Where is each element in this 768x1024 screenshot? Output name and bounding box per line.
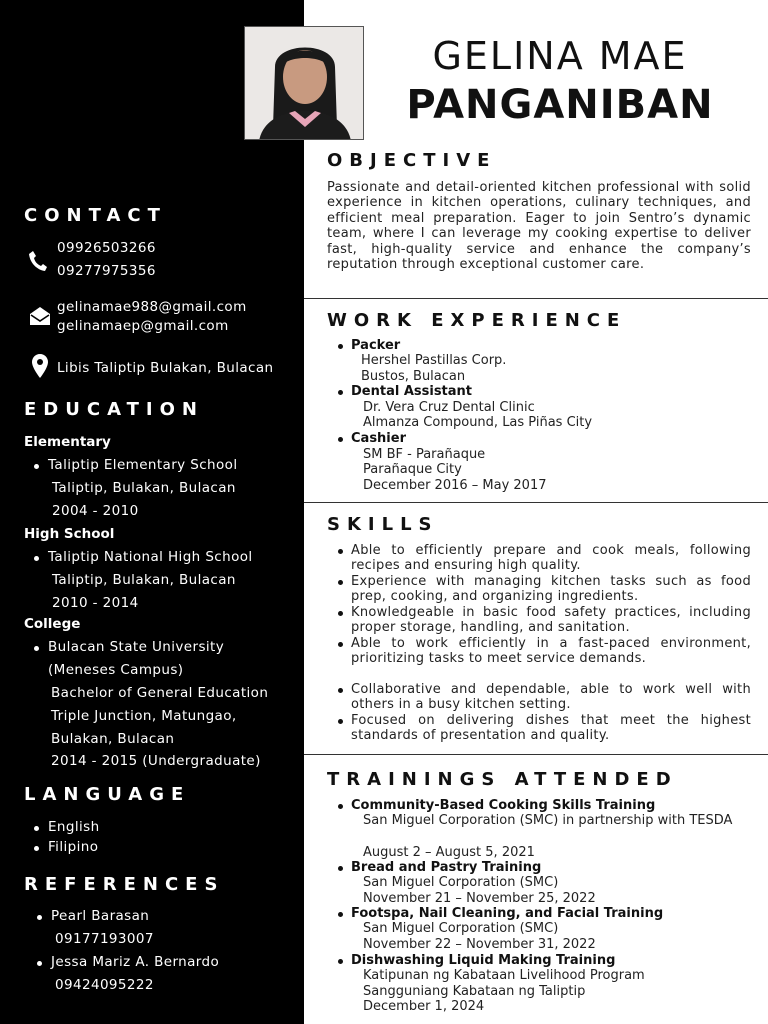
high-school-label: High School xyxy=(24,526,115,542)
bullet xyxy=(338,688,343,693)
email-1: gelinamae988@gmail.com xyxy=(57,299,247,315)
college-years: 2014 - 2015 (Undergraduate) xyxy=(51,753,261,769)
bullet xyxy=(338,959,343,964)
reference-2-phone: 09424095222 xyxy=(55,977,154,993)
training-date: August 2 – August 5, 2021 xyxy=(363,845,535,860)
objective-text: Passionate and detail-oriented kitchen professional with solid experience in kitchen operations, culinary techniques, and efficient meal preparation. Eager to join Sentro’s dynamic team, where I can leverage my cooking expertise to deliver fast, high-quality service and enhance the company’s reputation through exceptional customer care. xyxy=(327,180,751,273)
email-2: gelinamaep@gmail.com xyxy=(57,318,229,334)
reference-2-name: Jessa Mariz A. Bernardo xyxy=(51,954,220,970)
job-role: Cashier xyxy=(351,431,406,446)
references-heading: REFERENCES xyxy=(24,874,225,895)
training-date: November 21 – November 25, 2022 xyxy=(363,891,596,906)
first-name: GELINA MAE xyxy=(432,34,688,78)
elementary-school: Taliptip Elementary School xyxy=(48,457,238,473)
skill-item: Collaborative and dependable, able to work well with others in a busy kitchen setting. xyxy=(351,682,751,713)
training-name: Footspa, Nail Cleaning, and Facial Training xyxy=(351,906,664,921)
bullet xyxy=(34,826,39,831)
training-org: San Miguel Corporation (SMC) in partnership with TESDA xyxy=(363,813,733,828)
mail-icon xyxy=(29,306,51,330)
work-experience-heading: WORK EXPERIENCE xyxy=(327,310,627,331)
college-place-2: Bulakan, Bulacan xyxy=(51,731,175,747)
high-school-years: 2010 - 2014 xyxy=(52,595,139,611)
college-label: College xyxy=(24,616,81,632)
college-school: Bulacan State University xyxy=(48,639,225,655)
bullet xyxy=(37,915,42,920)
bullet xyxy=(34,646,39,651)
trainings-heading: TRAININGS ATTENDED xyxy=(327,769,678,790)
training-name: Dishwashing Liquid Making Training xyxy=(351,953,616,968)
phone-1: 09926503266 xyxy=(57,240,156,256)
phone-icon xyxy=(28,250,48,276)
bullet xyxy=(338,912,343,917)
bullet xyxy=(338,611,343,616)
training-name: Bread and Pastry Training xyxy=(351,860,542,875)
training-org: San Miguel Corporation (SMC) xyxy=(363,875,559,890)
bullet xyxy=(338,390,343,395)
location-pin-icon xyxy=(31,353,49,383)
education-heading: EDUCATION xyxy=(24,399,204,420)
language-item: Filipino xyxy=(48,839,99,855)
contact-heading: CONTACT xyxy=(24,205,167,226)
divider xyxy=(304,298,768,299)
bullet xyxy=(338,549,343,554)
job-location: Bustos, Bulacan xyxy=(361,369,466,384)
job-company: SM BF - Parañaque xyxy=(363,447,486,462)
bullet xyxy=(338,642,343,647)
bullet xyxy=(338,437,343,442)
job-dates: December 2016 – May 2017 xyxy=(363,478,547,493)
job-company: Dr. Vera Cruz Dental Clinic xyxy=(363,400,535,415)
profile-photo xyxy=(244,26,364,140)
high-school-place: Taliptip, Bulakan, Bulacan xyxy=(52,572,236,588)
language-heading: LANGUAGE xyxy=(24,784,191,805)
training-org: Katipunan ng Kabataan Livelihood Program xyxy=(363,968,645,983)
training-date: December 1, 2024 xyxy=(363,999,485,1014)
language-item: English xyxy=(48,819,100,835)
phone-2: 09277975356 xyxy=(57,263,156,279)
bullet xyxy=(338,719,343,724)
objective-heading: OBJECTIVE xyxy=(327,150,497,171)
reference-1-name: Pearl Barasan xyxy=(51,908,150,924)
elementary-years: 2004 - 2010 xyxy=(52,503,139,519)
training-org-2: Sangguniang Kabataan ng Taliptip xyxy=(363,984,586,999)
address: Libis Taliptip Bulakan, Bulacan xyxy=(57,360,274,376)
bullet xyxy=(34,556,39,561)
bullet xyxy=(338,344,343,349)
job-location: Parañaque City xyxy=(363,462,462,477)
bullet xyxy=(34,846,39,851)
elementary-label: Elementary xyxy=(24,434,111,450)
sidebar xyxy=(0,0,304,1024)
bullet xyxy=(34,464,39,469)
last-name: PANGANIBAN xyxy=(406,82,714,128)
divider xyxy=(304,754,768,755)
bullet xyxy=(338,866,343,871)
college-place-1: Triple Junction, Matungao, xyxy=(51,708,237,724)
training-org: San Miguel Corporation (SMC) xyxy=(363,921,559,936)
job-role: Packer xyxy=(351,338,401,353)
job-company: Hershel Pastillas Corp. xyxy=(361,353,507,368)
skill-item: Able to work efficiently in a fast-paced environment, prioritizing tasks to meet service demands. xyxy=(351,636,751,667)
skill-item: Knowledgeable in basic food safety practices, including proper storage, handling, and sanitation. xyxy=(351,605,751,636)
bullet xyxy=(338,804,343,809)
training-name: Community-Based Cooking Skills Training xyxy=(351,798,656,813)
job-role: Dental Assistant xyxy=(351,384,473,399)
training-date: November 22 – November 31, 2022 xyxy=(363,937,596,952)
job-location: Almanza Compound, Las Piñas City xyxy=(363,415,593,430)
skills-heading: SKILLS xyxy=(327,514,439,535)
elementary-place: Taliptip, Bulakan, Bulacan xyxy=(52,480,236,496)
high-school-name: Taliptip National High School xyxy=(48,549,253,565)
college-degree: Bachelor of General Education xyxy=(51,685,269,701)
bullet xyxy=(338,580,343,585)
college-campus: (Meneses Campus) xyxy=(48,662,184,678)
bullet xyxy=(37,961,42,966)
skill-item: Experience with managing kitchen tasks such as food prep, cooking, and organizing ingredients. xyxy=(351,574,751,605)
skill-item: Focused on delivering dishes that meet the highest standards of presentation and quality. xyxy=(351,713,751,744)
reference-1-phone: 09177193007 xyxy=(55,931,154,947)
divider xyxy=(304,502,768,503)
skill-item: Able to efficiently prepare and cook meals, following recipes and ensuring high quality. xyxy=(351,543,751,574)
